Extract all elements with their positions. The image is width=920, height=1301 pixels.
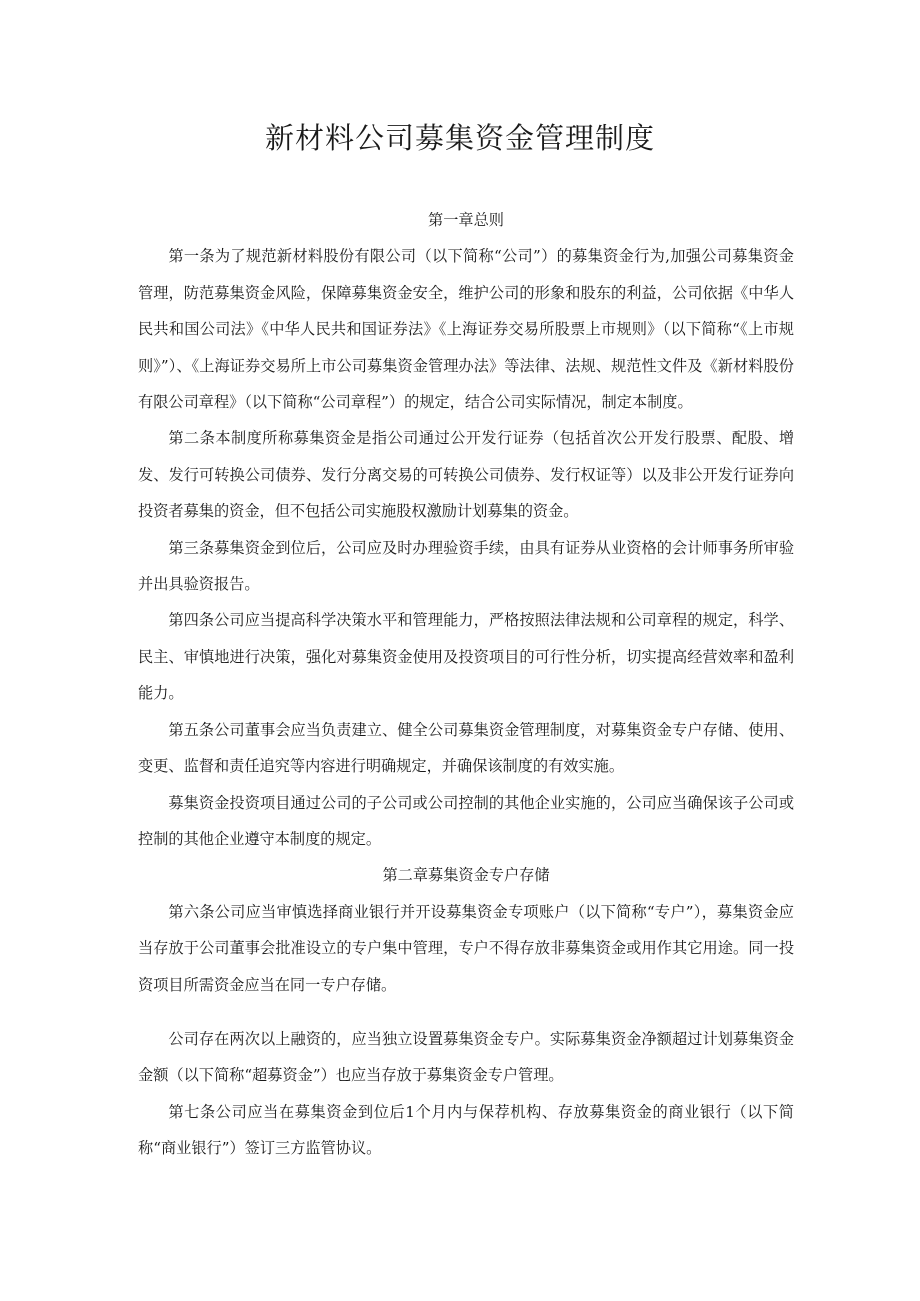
article-3: 第三条募集资金到位后，公司应及时办理验资手续，由具有证券从业资格的会计师事务所审验并出具验资报告。 xyxy=(138,538,794,594)
article-4: 第四条公司应当提高科学决策水平和管理能力，严格按照法律法规和公司章程的规定，科学、民主、审慎地进行决策，强化对募集资金使用及投资项目的可行性分析，切实提高经营效率和盈利能力。 xyxy=(138,611,794,703)
article-1: 第一条为了规范新材料股份有限公司（以下简称“公司”）的募集资金行为,加强公司募集资金管理，防范募集资金风险，保障募集资金安全，维护公司的形象和股东的利益，公司依据《中华人民共和国公司法》《中华人民共和国证券法》《上海证券交易所股票上市规则》（以下简称“《上市规则》”）、《上海证券交易所上市公司募集资金管理办法》等法律、法规、规范性文件及《新材料股份有限公司章程》（以下简称“公司章程”）的规定，结合公司实际情况，制定本制度。 xyxy=(138,247,794,412)
article-5-subparagraph: 募集资金投资项目通过公司的子公司或公司控制的其他企业实施的，公司应当确保该子公司或控制的其他企业遵守本制度的规定。 xyxy=(138,793,794,848)
document-title: 新材料公司募集资金管理制度 xyxy=(264,121,655,155)
chapter-heading-2: 第二章募集资金专户存储 xyxy=(382,866,550,885)
article-6: 第六条公司应当审慎选择商业银行并开设募集资金专项账户（以下简称“专户”），募集资金应当存放于公司董事会批准设立的专户集中管理，专户不得存放非募集资金或用作其它用途。同一投资项目所需资金应当在同一专户存储。 xyxy=(138,902,794,994)
article-2: 第二条本制度所称募集资金是指公司通过公开发行证券（包括首次公开发行股票、配股、增发、发行可转换公司债券、发行分离交易的可转换公司债券、发行权证等）以及非公开发行证券向投资者募集的资金，但不包括公司实施股权激励计划募集的资金。 xyxy=(138,429,794,521)
chapter-heading-1: 第一章总则 xyxy=(428,211,504,229)
article-5: 第五条公司董事会应当负责建立、健全公司募集资金管理制度，对募集资金专户存储、使用、变更、监督和责任追究等内容进行明确规定，并确保该制度的有效实施。 xyxy=(138,720,794,776)
document-body xyxy=(138,202,794,1158)
article-7: 第七条公司应当在募集资金到位后1个月内与保荐机构、存放募集资金的商业银行（以下简称“商业银行”）签订三方监管协议。 xyxy=(138,1102,794,1158)
article-6-subparagraph: 公司存在两次以上融资的，应当独立设置募集资金专户。实际募集资金净额超过计划募集资金金额（以下简称“超募资金”）也应当存放于募集资金专户管理。 xyxy=(138,1029,794,1085)
